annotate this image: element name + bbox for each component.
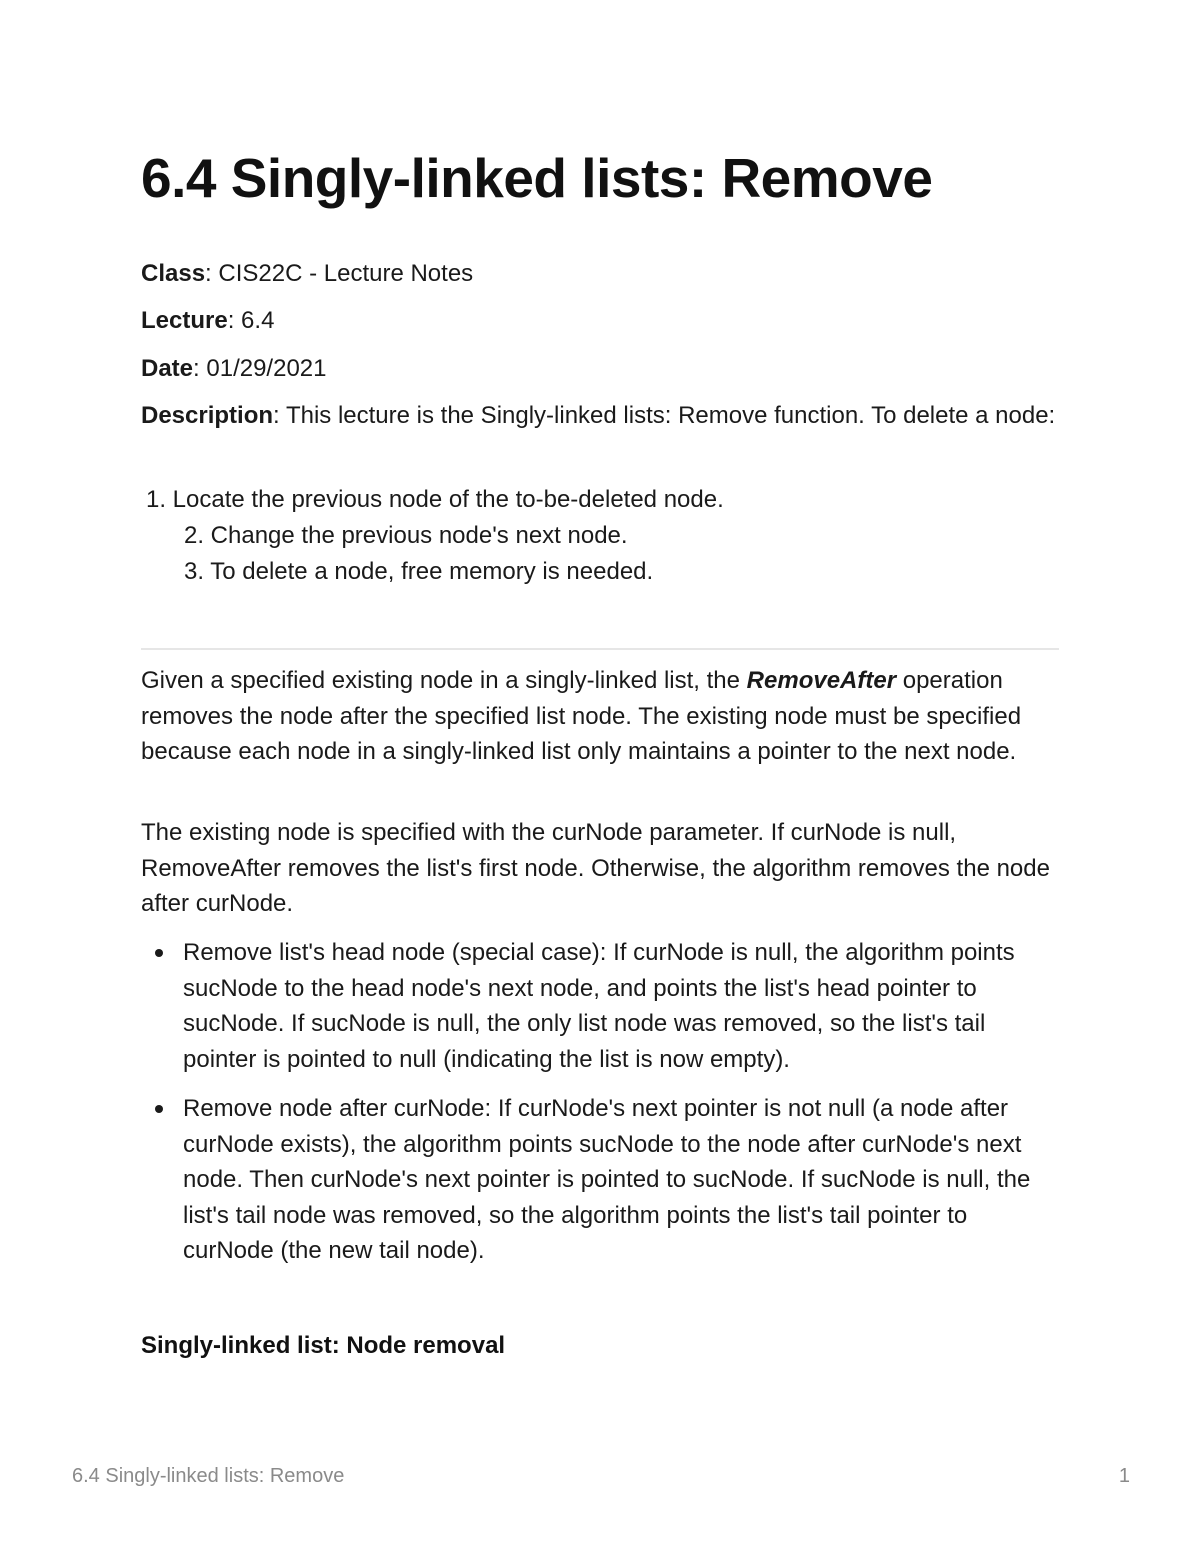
date-label: Date xyxy=(141,355,194,382)
divider xyxy=(141,648,1059,650)
description-label: Description xyxy=(141,402,274,429)
paragraph-text-after: operation removes the node after the specified list node. The existing node must be specified because each node in a singly-linked list only maintains a pointer to the next node. xyxy=(141,667,1022,765)
meta-class: Class: CIS22C - Lecture Notes xyxy=(141,260,474,287)
lecture-value: 6.4 xyxy=(241,307,275,334)
bullet-dot-icon xyxy=(155,1105,163,1113)
paragraph-removeafter xyxy=(141,663,1061,770)
lecture-label: Lecture xyxy=(141,307,228,334)
class-value: CIS22C - Lecture Notes xyxy=(218,260,474,287)
page-number: 1 xyxy=(1118,1465,1130,1487)
list-item-text: Remove list's head node (special case): If curNode is null, the algorithm points sucNode to the head node's next node, and points the list's head pointer to sucNode. If sucNode is null, the only list node was removed, so the list's tail pointer is pointed to null (indicating the list is now empty). xyxy=(183,939,1015,1073)
step-item: 1. Locate the previous node of the to-be-deleted node. xyxy=(146,486,724,513)
step-item: 2. Change the previous node's next node. xyxy=(184,522,628,549)
description-value: This lecture is the Singly-linked lists: Remove function. To delete a node: xyxy=(285,402,1056,429)
meta-lecture: Lecture: 6.4 xyxy=(141,307,275,334)
list-item xyxy=(141,935,1061,1077)
class-label: Class xyxy=(141,260,206,287)
bullet-dot-icon xyxy=(155,949,163,957)
page-title: 6.4 Singly-linked lists: Remove xyxy=(141,147,933,209)
date-value: 01/29/2021 xyxy=(206,355,327,382)
footer-title: 6.4 Singly-linked lists: Remove xyxy=(72,1465,345,1487)
step-item: 3. To delete a node, free memory is needed. xyxy=(184,558,654,585)
paragraph-curnode: The existing node is specified with the curNode parameter. If curNode is null, RemoveAfter removes the list's first node. Otherwise, the algorithm removes the node after curNode. xyxy=(141,819,1050,917)
meta-description: Description: This lecture is the Singly-linked lists: Remove function. To delete a node: xyxy=(141,402,1056,429)
paragraph-text-before: Given a specified existing node in a singly-linked list, the xyxy=(141,667,747,694)
steps-list xyxy=(141,482,1061,590)
removeafter-emphasis: RemoveAfter xyxy=(746,667,897,694)
bullet-list xyxy=(141,935,1061,1283)
list-item-text: Remove node after curNode: If curNode's next pointer is not null (a node after curNode exists), the algorithm points sucNode to the node after curNode's next node. Then curNode's next pointer is pointed to sucNode. If sucNode is null, the list's tail node was removed, so the algorithm points the list's tail pointer to curNode (the new tail node). xyxy=(183,1095,1031,1264)
meta-date: Date: 01/29/2021 xyxy=(141,355,327,382)
list-item xyxy=(141,1091,1061,1269)
section-heading: Singly-linked list: Node removal xyxy=(141,1332,506,1359)
